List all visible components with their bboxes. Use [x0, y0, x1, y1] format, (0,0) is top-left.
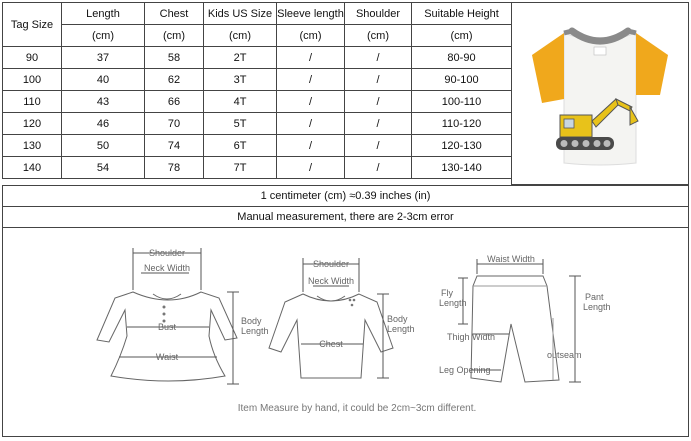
cell: / [345, 47, 412, 69]
dress-waist-label: Waist [155, 352, 179, 362]
cell: 40 [62, 69, 145, 91]
header-suitable-height: Suitable Height [412, 3, 512, 25]
header-tag-size: Tag Size [3, 3, 62, 47]
cell: / [345, 69, 412, 91]
pants-leg-opening-label: Leg Opening [439, 365, 491, 375]
header-chest: Chest [145, 3, 204, 25]
cell: 100 [3, 69, 62, 91]
unit-cell: (cm) [412, 25, 512, 47]
cell: / [277, 91, 345, 113]
product-photo [511, 2, 689, 185]
cell: / [277, 157, 345, 179]
table-row [3, 91, 512, 113]
pants-thigh-width-label: Thigh Width [447, 332, 496, 342]
tshirt-body-label: Body [387, 314, 408, 324]
cell: 62 [145, 69, 204, 91]
cell: 7T [204, 157, 277, 179]
cell: 37 [62, 47, 145, 69]
cell: / [345, 135, 412, 157]
table-row [3, 113, 512, 135]
dress-diagram [97, 248, 269, 384]
measurement-diagrams [2, 227, 689, 437]
cell: 66 [145, 91, 204, 113]
cell: / [345, 91, 412, 113]
cell: 110-120 [412, 113, 512, 135]
cell: 110 [3, 91, 62, 113]
pants-fly-length-label: Length [439, 298, 467, 308]
table-row [3, 157, 512, 179]
unit-cell: (cm) [345, 25, 412, 47]
cell: 58 [145, 47, 204, 69]
cell: / [277, 47, 345, 69]
conversion-note: 1 centimeter (cm) ≈0.39 inches (in) [2, 185, 689, 207]
table-row [3, 135, 512, 157]
dress-shoulder-label: Shoulder [148, 248, 186, 258]
manual-measurement-note: Manual measurement, there are 2-3cm error [2, 206, 689, 228]
cell: 50 [62, 135, 145, 157]
unit-cell: (cm) [277, 25, 345, 47]
cell: 46 [62, 113, 145, 135]
cell: / [345, 157, 412, 179]
cell: 120-130 [412, 135, 512, 157]
sleeve-right [636, 33, 668, 95]
cell: 140 [3, 157, 62, 179]
pants-fly-label: Fly [441, 288, 453, 298]
cell: 78 [145, 157, 204, 179]
cell: 120 [3, 113, 62, 135]
table-row [3, 47, 512, 69]
pants-diagram [439, 254, 611, 382]
cell: 2T [204, 47, 277, 69]
dress-neck-width-label: Neck Width [143, 263, 191, 273]
unit-cell: (cm) [204, 25, 277, 47]
tshirt-chest-label: Chest [319, 339, 343, 349]
cell: 74 [145, 135, 204, 157]
dress-body-label: Body [241, 316, 262, 326]
cell: / [345, 113, 412, 135]
size-table [2, 2, 512, 179]
cell: 130-140 [412, 157, 512, 179]
cell: 90 [3, 47, 62, 69]
cell: 70 [145, 113, 204, 135]
unit-cell: (cm) [62, 25, 145, 47]
cell: 90-100 [412, 69, 512, 91]
table-row [3, 69, 512, 91]
measure-footer-note: Item Measure by hand, it could be 2cm~3cm different. [237, 403, 477, 414]
cell: 4T [204, 91, 277, 113]
tshirt-length-label: Length [387, 324, 415, 334]
unit-cell: (cm) [145, 25, 204, 47]
cell: / [277, 135, 345, 157]
cell: 100-110 [412, 91, 512, 113]
sleeve-left [532, 33, 564, 103]
pants-length-label: Length [583, 302, 611, 312]
cell: 54 [62, 157, 145, 179]
cell: 3T [204, 69, 277, 91]
pants-waist-width-label: Waist Width [487, 254, 535, 264]
cell: / [277, 69, 345, 91]
cell: 80-90 [412, 47, 512, 69]
header-length: Length [62, 3, 145, 25]
cell: 6T [204, 135, 277, 157]
dress-bust-label: Bust [157, 322, 177, 332]
pants-outseam-label: outseam [547, 350, 582, 360]
cell: / [277, 113, 345, 135]
cell: 130 [3, 135, 62, 157]
tshirt-shoulder-label: Shoulder [312, 259, 350, 269]
header-sleeve-length: Sleeve length [277, 3, 345, 25]
header-kids-us-size: Kids US Size [204, 3, 277, 25]
tshirt-diagram [269, 258, 415, 378]
cell: 43 [62, 91, 145, 113]
pants-pant-label: Pant [585, 292, 604, 302]
dress-length-label: Length [241, 326, 269, 336]
header-shoulder: Shoulder [345, 3, 412, 25]
tshirt-neck-width-label: Neck Width [307, 276, 355, 286]
cell: 5T [204, 113, 277, 135]
